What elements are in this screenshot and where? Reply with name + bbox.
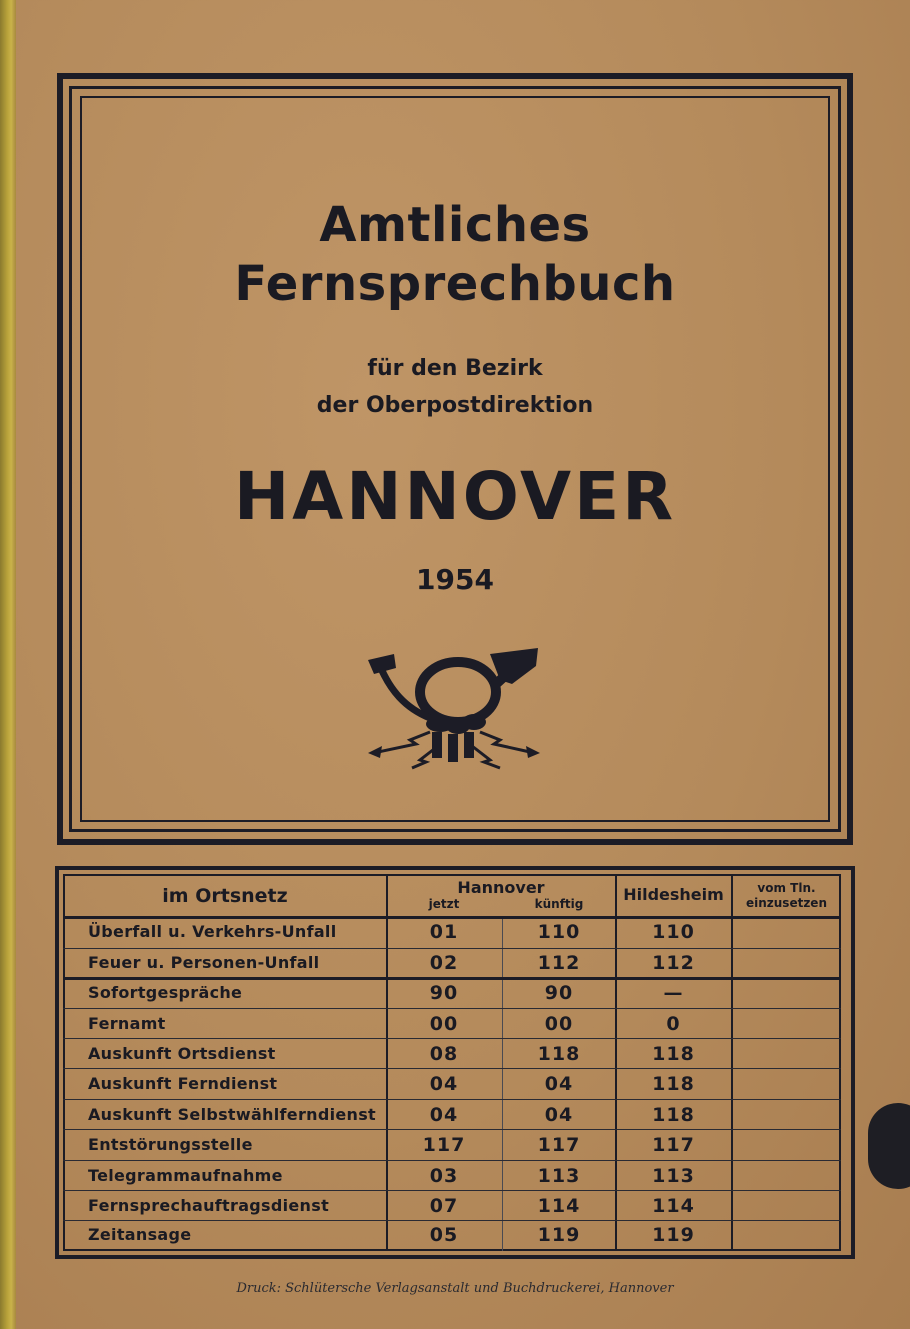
header-hildesheim: Hildesheim (623, 885, 724, 904)
table-row-rule (63, 1160, 841, 1161)
row-hannover-jetzt: 04 (429, 1104, 459, 1126)
row-hildesheim: 118 (652, 1043, 695, 1065)
row-hannover-kuenftig: 114 (537, 1195, 581, 1217)
row-label: Auskunft Selbstwählferndienst (88, 1105, 376, 1124)
row-label: Zeitansage (88, 1225, 192, 1244)
row-hildesheim: 112 (652, 952, 695, 974)
row-hannover-jetzt: 02 (429, 952, 459, 974)
table-row-rule (63, 1220, 841, 1221)
row-hannover-jetzt: 08 (429, 1043, 459, 1065)
edition-year: 1954 (416, 563, 494, 596)
city-title: HANNOVER (233, 458, 677, 535)
row-hannover-kuenftig: 117 (537, 1134, 581, 1156)
row-hannover-kuenftig: 119 (537, 1224, 581, 1246)
row-hannover-jetzt: 00 (429, 1013, 459, 1035)
row-hannover-jetzt: 05 (429, 1224, 459, 1246)
table-section-rule (63, 977, 841, 980)
header-im-ortsnetz: im Ortsnetz (162, 885, 288, 907)
row-hannover-kuenftig: 04 (544, 1104, 574, 1126)
table-row-rule (63, 1190, 841, 1191)
row-hildesheim: 0 (666, 1013, 681, 1035)
subtitle-line-2: der Oberpostdirektion (316, 393, 594, 418)
row-hannover-kuenftig: 90 (544, 982, 574, 1004)
row-hannover-kuenftig: 113 (537, 1165, 581, 1187)
subtitle-line-1: für den Bezirk (367, 356, 543, 381)
row-hildesheim: 110 (652, 921, 695, 943)
row-hannover-jetzt: 07 (429, 1195, 459, 1217)
table-row-rule (63, 1038, 841, 1039)
row-hannover-kuenftig: 118 (537, 1043, 581, 1065)
title-line-1: Amtliches (319, 197, 591, 253)
book-spine (0, 0, 16, 1329)
header-einzusetzen: einzusetzen (745, 896, 827, 910)
row-hannover-jetzt: 01 (429, 921, 459, 943)
row-hildesheim: 114 (652, 1195, 695, 1217)
row-hildesheim: 119 (652, 1224, 695, 1246)
row-label: Sofortgespräche (88, 983, 243, 1002)
row-hannover-jetzt: 04 (429, 1073, 459, 1095)
row-hannover-kuenftig: 112 (537, 952, 581, 974)
row-label: Auskunft Ortsdienst (88, 1044, 276, 1063)
row-hannover-jetzt: 03 (429, 1165, 459, 1187)
row-label: Auskunft Ferndienst (88, 1074, 278, 1093)
table-divider (731, 874, 733, 1251)
row-label: Entstörungsstelle (88, 1135, 253, 1154)
row-label: Überfall u. Verkehrs-Unfall (88, 922, 337, 941)
row-hannover-kuenftig: 04 (544, 1073, 574, 1095)
row-hildesheim: 118 (652, 1073, 695, 1095)
table-divider (502, 918, 503, 1251)
row-hannover-kuenftig: 110 (537, 921, 581, 943)
row-hannover-kuenftig: 00 (544, 1013, 574, 1035)
table-row-rule (63, 1068, 841, 1069)
row-label: Fernsprechauftragsdienst (88, 1196, 330, 1215)
table-row-rule (63, 948, 841, 949)
row-hildesheim: 113 (652, 1165, 695, 1187)
row-hannover-jetzt: 90 (429, 982, 459, 1004)
printer-imprint: Druck: Schlütersche Verlagsanstalt und Buchdruckerei, Hannover (236, 1281, 674, 1296)
row-label: Fernamt (88, 1014, 166, 1033)
table-row-rule (63, 1099, 841, 1100)
header-kuenftig: künftig (534, 897, 584, 911)
thumb-index-tab (868, 1103, 910, 1189)
table-header-rule (63, 916, 841, 919)
row-hildesheim: 117 (652, 1134, 695, 1156)
row-hannover-jetzt: 117 (422, 1134, 466, 1156)
table-row-rule (63, 1129, 841, 1130)
row-label: Feuer u. Personen-Unfall (88, 953, 320, 972)
header-vom-tln: vom Tln. (757, 881, 816, 895)
header-hannover: Hannover (457, 878, 545, 897)
row-label: Telegrammaufnahme (88, 1166, 283, 1185)
posthorn-icon (360, 640, 550, 770)
row-hildesheim: 118 (652, 1104, 695, 1126)
row-hildesheim: — (663, 982, 684, 1004)
title-line-2: Fernsprechbuch (234, 256, 676, 312)
header-jetzt: jetzt (428, 897, 460, 911)
table-row-rule (63, 1008, 841, 1009)
